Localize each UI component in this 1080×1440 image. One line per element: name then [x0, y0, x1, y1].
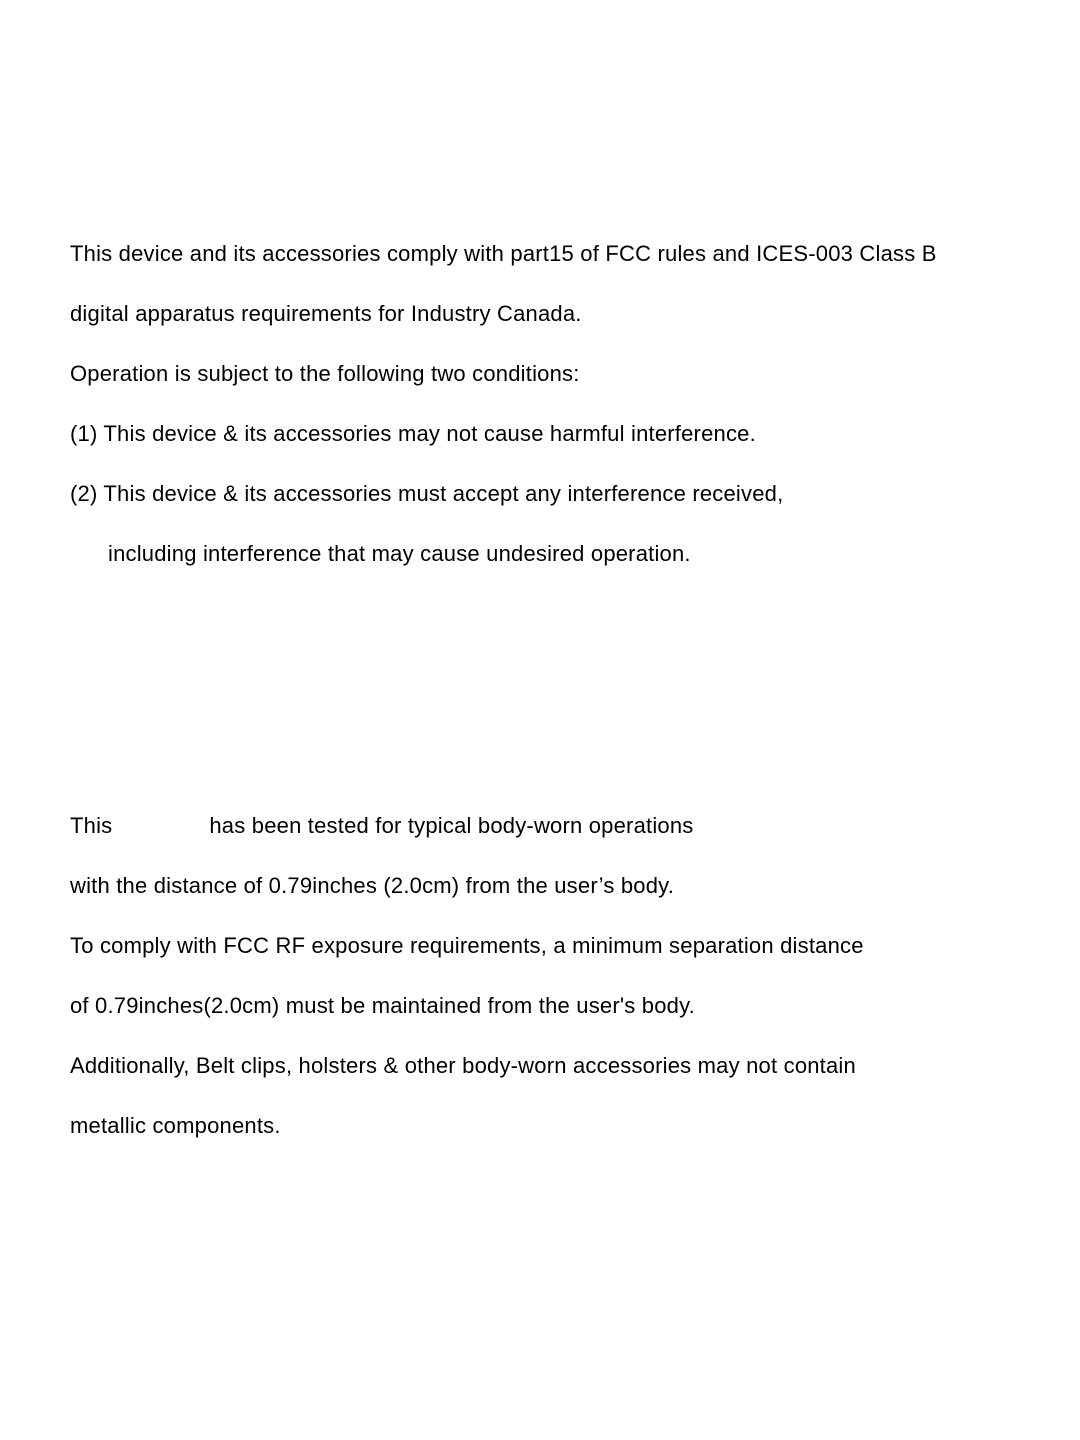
text-line: digital apparatus requirements for Industry Canada.	[70, 301, 582, 326]
text-line: To comply with FCC RF exposure requirements, a minimum separation distance	[70, 933, 864, 958]
text-line: Additionally, Belt clips, holsters & other body-worn accessories may not contain	[70, 1053, 856, 1078]
text-line-with-gap	[70, 796, 1030, 856]
text-line: metallic components.	[70, 1113, 281, 1138]
text-segment: has been tested for typical body-worn operations	[209, 813, 694, 838]
text-line: including interference that may cause undesired operation.	[108, 541, 691, 566]
text-line: of 0.79inches(2.0cm) must be maintained from the user's body.	[70, 993, 695, 1018]
text-segment: This	[70, 813, 113, 838]
text-line: This device and its accessories comply with part15 of FCC rules and ICES-003 Class B	[70, 241, 937, 266]
fcc-compliance-paragraph	[70, 224, 1030, 584]
text-line: Operation is subject to the following two conditions:	[70, 361, 580, 386]
text-line: with the distance of 0.79inches (2.0cm) from the user’s body.	[70, 873, 675, 898]
text-line: (2) This device & its accessories must accept any interference received,	[70, 481, 784, 506]
rf-exposure-paragraph	[70, 796, 1030, 1156]
redacted-device-name-gap	[112, 832, 209, 833]
text-line: (1) This device & its accessories may not cause harmful interference.	[70, 421, 756, 446]
